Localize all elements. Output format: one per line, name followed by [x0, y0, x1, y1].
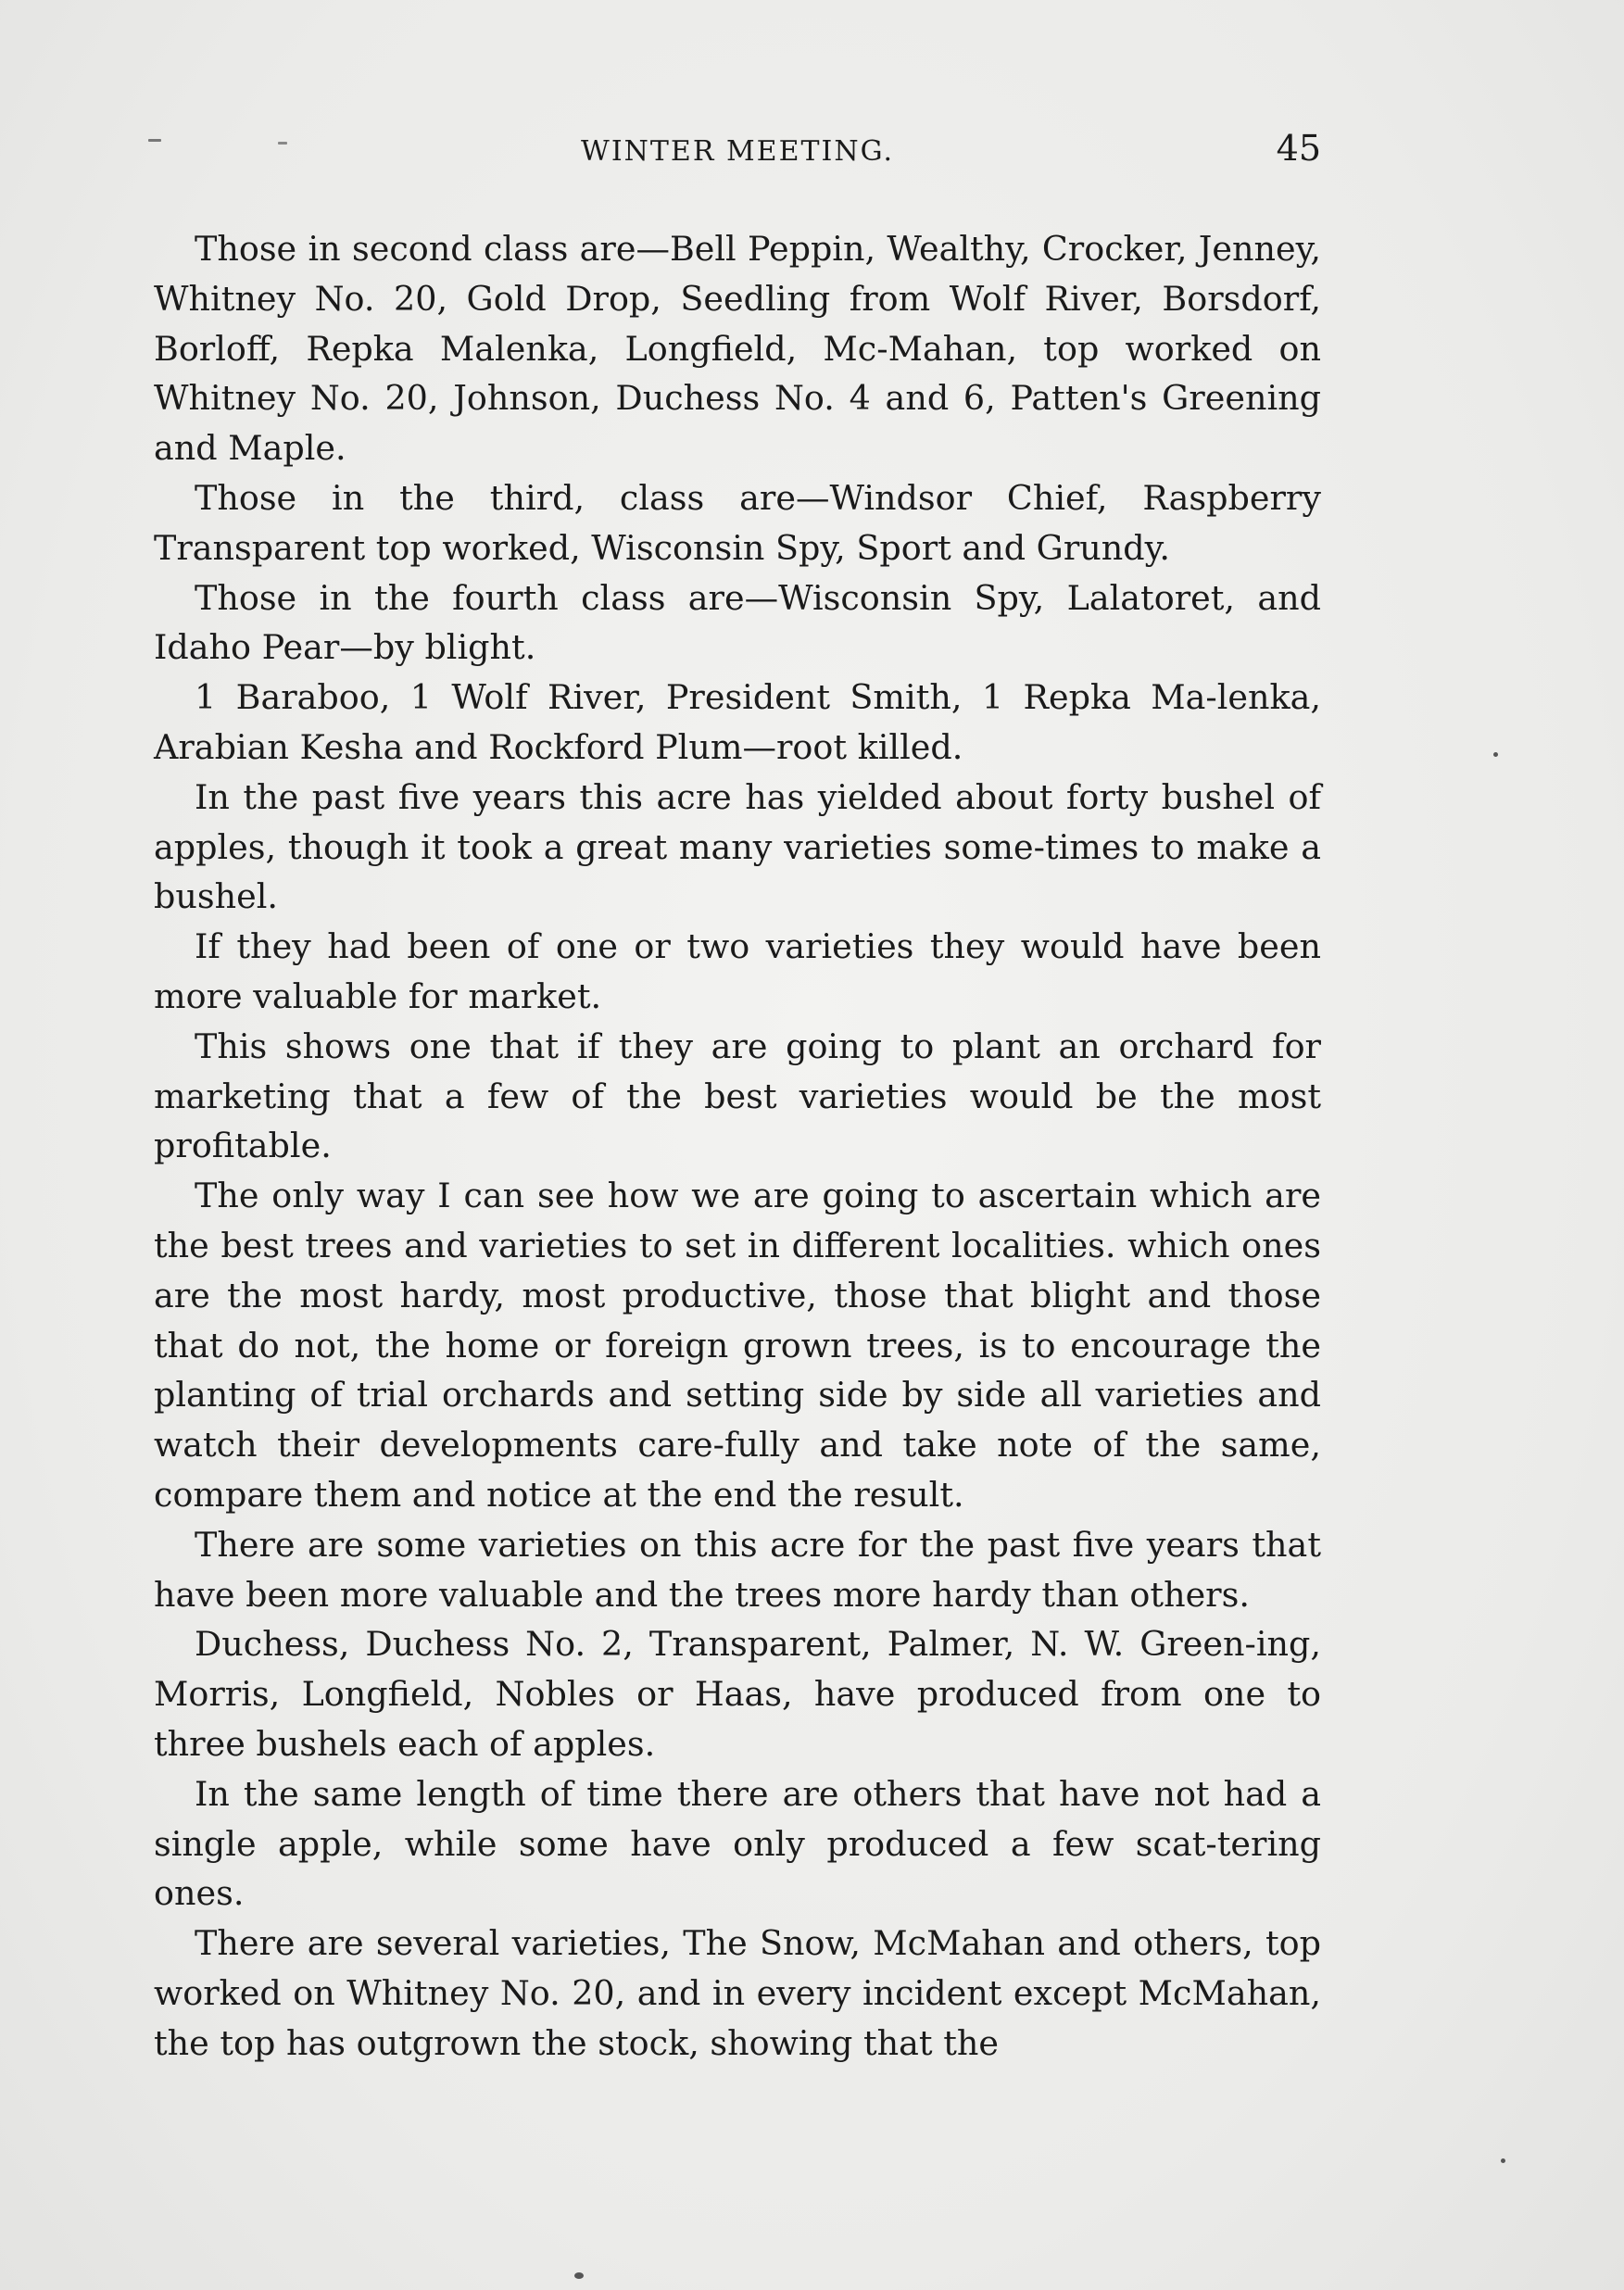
print-speck: [1501, 2158, 1505, 2163]
paragraph: This shows one that if they are going to plant an orchard for marketing that a few of the best varieties would be the most profitable.: [154, 1025, 1321, 1166]
paragraph: In the same length of time there are others that have not had a single apple, while some have only produced a few scat-tering ones.: [154, 1773, 1321, 1914]
page-header: [154, 128, 1321, 183]
paragraph: There are some varieties on this acre for the past five years that have been more valuable and the trees more hardy than others.: [154, 1524, 1321, 1615]
print-speck: [1493, 752, 1498, 757]
paragraph: If they had been of one or two varieties they would have been more valuable for market.: [154, 926, 1321, 1016]
paragraph: In the past five years this acre has yielded about forty bushel of apples, though it took a great many varieties some-times to make a bushel.: [154, 776, 1321, 917]
print-speck: [278, 142, 287, 145]
paragraph: There are several varieties, The Snow, McMahan and others, top worked on Whitney No. 20, and in every incident except McMahan, the top has outgrown the stock, showing that the: [154, 1923, 1321, 2063]
paragraph: Those in second class are—Bell Peppin, Wealthy, Crocker, Jenney, Whitney No. 20, Gold Drop, Seedling from Wolf River, Borsdorf, Borloff, Repka Malenka, Longfield, Mc-Mahan, top worked on Whitney No. 20, Johnson, Duchess No. 4 and 6, Patten's Greening and Maple.: [154, 229, 1321, 469]
print-speck: [148, 139, 161, 142]
paragraph: The only way I can see how we are going to ascertain which are the best trees and varieties to set in different localities. which ones are the most hardy, most productive, those that blight and those that do not, the home or foreign grown trees, is to encourage the planting of trial orchards and setting side by side all varieties and watch their developments care-fully and take note of the same, compare them and notice at the end the result.: [154, 1176, 1321, 1515]
paragraph: Those in the third, class are—Windsor Chief, Raspberry Transparent top worked, Wisconsin Spy, Sport and Grundy.: [154, 477, 1321, 568]
running-title: WINTER MEETING.: [580, 135, 895, 168]
paragraph: Duchess, Duchess No. 2, Transparent, Palmer, N. W. Green-ing, Morris, Longfield, Nobles or Haas, have produced from one to three bushels each of apples.: [154, 1624, 1321, 1764]
body-text: [154, 224, 1321, 2068]
print-speck: [574, 2272, 584, 2279]
page-number: 45: [1276, 128, 1321, 169]
paragraph: Those in the fourth class are—Wisconsin Spy, Lalatoret, and Idaho Pear—by blight.: [154, 577, 1321, 668]
paragraph: 1 Baraboo, 1 Wolf River, President Smith, 1 Repka Ma-lenka, Arabian Kesha and Rockford Plum—root killed.: [154, 677, 1321, 767]
